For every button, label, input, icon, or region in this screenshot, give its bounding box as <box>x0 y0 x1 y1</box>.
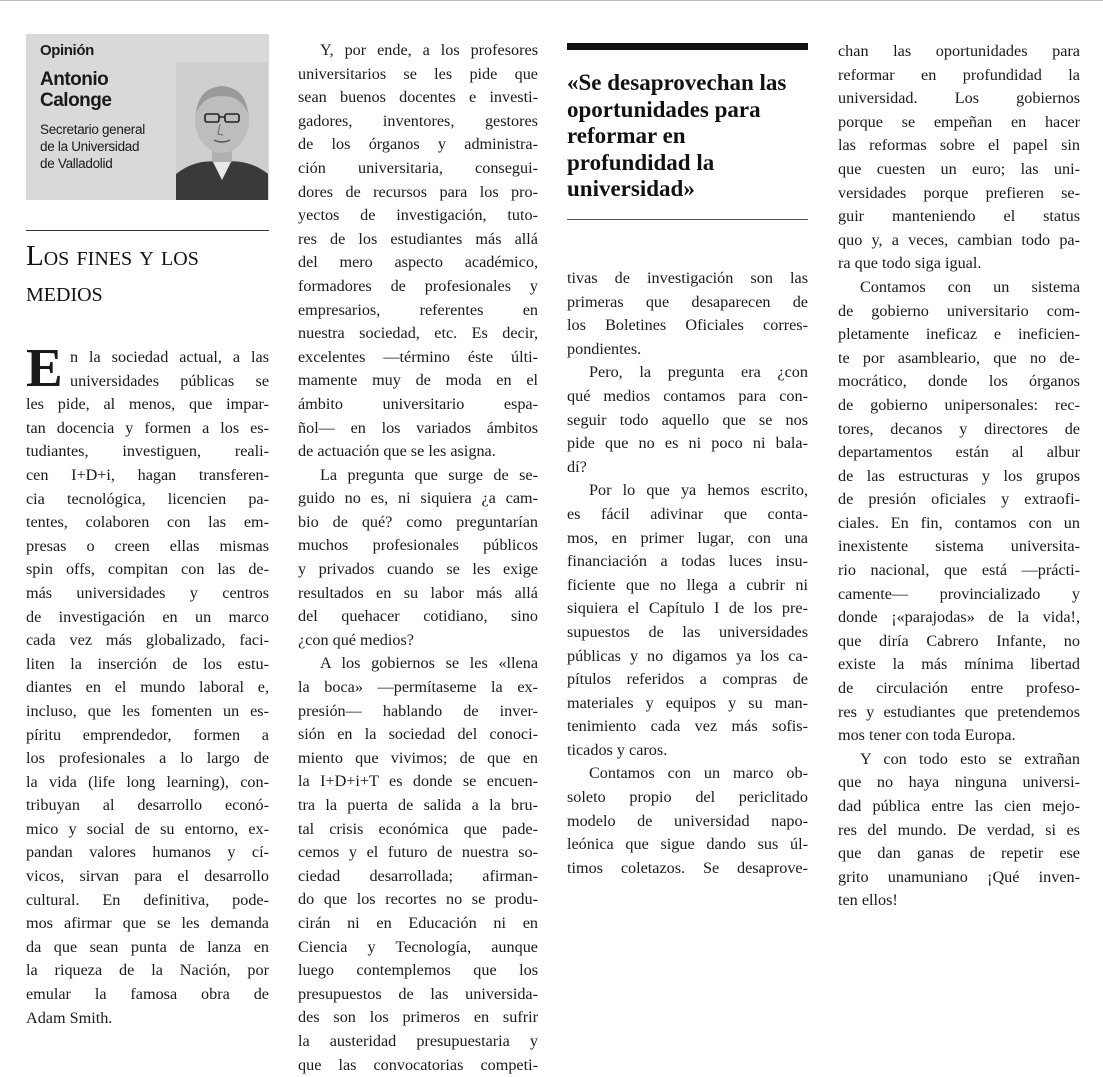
column-2-line: ámbito universitario espa- <box>298 394 538 413</box>
column-4-line: que diría Cabrero Infante, no <box>838 631 1080 650</box>
column-2-line: de actuación que se les asigna. <box>298 442 496 461</box>
column-4-line: universidad. Los gobiernos <box>838 89 1080 108</box>
column-4-line: quo y, a veces, cambian todo pa- <box>838 230 1080 249</box>
column-3-line: tenimiento cada vez más sofis- <box>567 717 808 736</box>
column-1-line: tan docencia y formen a los es- <box>26 418 269 437</box>
column-1-line: da que sean punta de lanza en <box>26 937 269 956</box>
column-4-line: ra que todo siga igual. <box>838 254 982 273</box>
column-1-line: la riqueza de la Nación, por <box>26 961 269 980</box>
column-4-line: rio nacional, que está —prácti- <box>838 561 1080 580</box>
column-2-line: cirán ni en Educación ni en <box>298 913 538 932</box>
column-1-line: cada vez más globalizado, faci- <box>26 631 269 650</box>
column-2-line: gadores, inventores, gestores <box>298 111 538 130</box>
column-3-line: primeras que desaparecen de <box>567 292 808 311</box>
column-2-line: do que los recortes no se produ- <box>298 890 538 909</box>
pullquote-bottom-rule <box>567 219 808 220</box>
column-3-line: ficiente que no llega a cubrir ni <box>567 575 808 594</box>
column-2-line: sean buenos docentes e investi- <box>298 88 538 107</box>
author-byline-box <box>26 34 269 200</box>
column-4-line: Contamos con un sistema <box>860 277 1080 296</box>
column-4-line: que no haya ninguna universi- <box>838 773 1080 792</box>
column-1-line: les pide, al menos, que impar- <box>26 395 269 414</box>
column-3-line: es fácil adivinar que conta- <box>567 504 808 523</box>
column-4-line: donde ¡«parajodas» de la vida!, <box>838 608 1080 627</box>
column-3-line: tivas de investigación son las <box>567 269 808 287</box>
column-3-line: públicas y no digamos ya los ca- <box>567 646 808 665</box>
column-1-line: incluso, que les fomenten un es- <box>26 701 269 720</box>
column-4-line: departamentos están al albur <box>838 443 1080 462</box>
column-2-line: resultados en su labor más allá <box>298 583 538 602</box>
column-3-line: los Boletines Oficiales corres- <box>567 316 808 335</box>
column-1-line: n la sociedad actual, a las <box>70 348 269 366</box>
column-4-line: de presión oficiales y extraofi- <box>838 490 1080 509</box>
column-2-line: formadores de profesionales y <box>298 276 538 295</box>
column-3-line: pondientes. <box>567 339 642 358</box>
column-4-line: Y con todo esto se extrañan <box>860 749 1080 768</box>
pull-quote-line: profundidad la <box>567 149 715 175</box>
column-4-line: de gobierno unipersonales: rec- <box>838 395 1080 414</box>
column-3-line: Por lo que ya hemos escrito, <box>589 481 808 500</box>
column-2-line: cemos y el futuro de nuestra so- <box>298 843 538 862</box>
column-1-line: mos afirmar que se les demanda <box>26 914 269 933</box>
headline-line-2: medios <box>26 276 103 308</box>
body-column-4 <box>838 40 1080 913</box>
column-2-line: res de los estudiantes más allá <box>298 229 538 248</box>
column-1-line: liten la inserción de los estu- <box>26 654 269 673</box>
author-role <box>40 121 145 172</box>
column-2-line: dores de recursos para los pro- <box>298 182 538 201</box>
column-2-line: Ciencia y Tecnología, aunque <box>298 937 538 956</box>
pullquote-top-rule <box>567 43 808 50</box>
pull-quote-line: «Se desaprovechan las <box>567 70 787 95</box>
column-1-line: spin offs, compitan con las de- <box>26 560 269 579</box>
column-2-line: empresarios, referentes en <box>298 300 538 319</box>
column-1-line: la vida (life long learning), con- <box>26 772 269 791</box>
column-3-line: dí? <box>567 457 587 476</box>
column-2-line: La pregunta que surge de se- <box>320 465 538 484</box>
column-2-line: sión en la sociedad del conoci- <box>298 725 538 744</box>
drop-cap: E <box>26 337 63 398</box>
column-2-line: des son los primeros en sufrir <box>298 1008 538 1027</box>
column-1-line: vicos, sirvan para el desarrollo <box>26 867 269 886</box>
column-1-line: cia tecnológica, licencien pa- <box>26 489 269 508</box>
column-2-line: la boca» —permítaseme la ex- <box>298 678 538 697</box>
column-4-line: inexistente sistema universita- <box>838 537 1080 556</box>
column-1-line: de investigación en un marco <box>26 607 269 626</box>
column-1-line: presas o creen ellas mismas <box>26 536 269 555</box>
author-name-line-2: Calonge <box>40 90 112 111</box>
column-2-line: tra la puerta de salida a la bru- <box>298 796 538 814</box>
pull-quote-line: oportunidades para <box>567 96 761 122</box>
author-name-line-1: Antonio <box>40 69 109 90</box>
page-top-edge <box>0 0 1103 1</box>
column-1-line: mico y social de su entorno, ex- <box>26 819 269 838</box>
column-2-line: universitarios se les pide que <box>298 64 538 83</box>
column-2-line: ción universitaria, consegui- <box>298 158 538 177</box>
column-3-line: soleto propio del periclitado <box>567 788 808 807</box>
column-1-line: cen I+D+i, hagan transferen- <box>26 465 269 484</box>
pull-quote <box>567 70 808 203</box>
column-2-line: excelentes —término éste últi- <box>298 347 538 366</box>
column-2-line: que las convocatorias competi- <box>298 1055 538 1074</box>
column-4-line: res del mundo. De verdad, si es <box>838 820 1080 839</box>
column-2-line: del quehacer cotidiano, sino <box>298 607 538 626</box>
column-2-line: nuestra sociedad, etc. Es decir, <box>298 324 538 343</box>
column-1-line: cultural. En definitiva, pode- <box>26 890 269 909</box>
column-4-line: las reformas sobre el papel sin <box>838 136 1080 155</box>
column-3-line: leónica que sigue dando sus úl- <box>567 835 808 854</box>
column-2-line: la austeridad presupuestaria y <box>298 1031 538 1050</box>
pull-quote-line: reformar en <box>567 123 686 148</box>
column-2-line: presupuestos de las universida- <box>298 984 538 1003</box>
section-label: Opinión <box>40 42 94 59</box>
column-3-line: ticados y caros. <box>567 740 668 759</box>
column-2-line: ¿con qué medios? <box>298 630 414 649</box>
column-3-line: pide que no es ni poco ni bala- <box>567 434 808 453</box>
column-3-line: pítulos referidos a compras de <box>567 670 808 689</box>
column-2-line: yectos de investigación, tuto- <box>298 206 538 225</box>
column-4-line: res y estudiantes que pretendemos <box>838 702 1080 721</box>
column-4-line: mocrático, donde los órganos <box>838 372 1080 391</box>
column-1-line: diantes en el mundo laboral e, <box>26 678 269 697</box>
article-headline <box>26 238 269 310</box>
column-3-line: Pero, la pregunta era ¿con <box>589 363 808 382</box>
headline-line-1: Los fines y los <box>26 240 199 272</box>
author-role-line-1: Secretario general <box>40 122 145 137</box>
column-4-line: ten ellos! <box>838 891 898 910</box>
column-4-line: que dan ganas de repetir ese <box>838 844 1080 863</box>
column-3-line: financiación a todas luces insu- <box>567 552 808 571</box>
column-3-line: materiales y equipos y su man- <box>567 693 808 712</box>
column-1-line: Adam Smith. <box>26 1008 113 1027</box>
column-1-line: tentes, colaboren con las em- <box>26 513 269 532</box>
column-3-line: supuestos de las universidades <box>567 622 808 641</box>
author-role-line-2: de la Universidad <box>40 139 140 154</box>
pull-quote-line: universidad» <box>567 176 695 201</box>
column-2-line: Y, por ende, a los profesores <box>320 41 538 59</box>
column-1-line: universidades públicas se <box>70 371 269 390</box>
column-4-line: existe la más mínima libertad <box>838 655 1080 674</box>
column-3-line: seguir todo aquello que se nos <box>567 410 808 429</box>
column-2-line: tal crisis económica que pade- <box>298 819 538 838</box>
column-1-line: tudiantes, investiguen, reali- <box>26 442 269 461</box>
column-2-line: ciedad desarrollada; afirman- <box>298 866 538 885</box>
column-2-line: muchos profesionales públicos <box>298 536 538 555</box>
column-4-line: dad pública entre las cien mejo- <box>838 797 1080 815</box>
column-3-line: mos, en primer lugar, con una <box>567 528 808 547</box>
column-2-line: A los gobiernos se les «llena <box>320 654 538 673</box>
column-4-line: tores, decanos y directores de <box>838 419 1080 438</box>
column-3-line: modelo de universidad napo- <box>567 811 808 830</box>
column-4-line: pletamente ineficaz e ineficien- <box>838 325 1080 344</box>
column-2-line: del mero aspecto académico, <box>298 253 538 272</box>
column-4-line: chan las oportunidades para <box>838 42 1080 60</box>
column-3-line: qué medios contamos para con- <box>567 386 808 405</box>
column-2-line: de los órganos y administra- <box>298 135 538 154</box>
column-2-line: mamente muy de moda en el <box>298 371 538 390</box>
column-1-line: tribuyan al desarrollo econó- <box>26 796 269 815</box>
column-1-line: más universidades y centros <box>26 583 269 602</box>
column-2-line: guido no es, ni siquiera ¿a cam- <box>298 489 538 508</box>
column-2-line: ñol— en los variados ámbitos <box>298 418 538 437</box>
column-2-line: miento que vivimos; de que en <box>298 748 538 767</box>
column-1-line: píritu emprendedor, formen a <box>26 725 269 744</box>
column-4-line: que cuesten un euro; las uni- <box>838 159 1080 178</box>
column-1-line: pandan valores humanos y cí- <box>26 843 269 862</box>
column-4-line: de gobierno universitario com- <box>838 301 1080 320</box>
column-2-line: luego contemplemos que los <box>298 961 538 980</box>
column-4-line: de circulación entre profeso- <box>838 679 1080 698</box>
column-2-line: y privados cuando se les exige <box>298 560 538 579</box>
column-4-line: porque se empeñan en hacer <box>838 112 1080 131</box>
column-4-line: ciales. En fin, contamos con un <box>838 513 1080 532</box>
column-4-line: guir manteniendo el status <box>838 207 1080 226</box>
body-column-2 <box>298 39 538 1077</box>
author-portrait <box>176 62 268 200</box>
column-1-line: emular la famosa obra de <box>26 985 269 1004</box>
column-4-line: mos tener con toda Europa. <box>838 726 1016 745</box>
column-2-line: bio de qué? como preguntarían <box>298 512 538 531</box>
column-2-line: presión— hablando de inver- <box>298 701 538 720</box>
byline-text-block <box>40 42 145 172</box>
body-column-1 <box>26 346 269 1030</box>
body-column-3 <box>567 267 808 880</box>
column-4-line: camente— provincializado y <box>838 584 1080 603</box>
column-2-line: la I+D+i+T es donde se encuen- <box>298 772 538 791</box>
column-3-line: Contamos con un marco ob- <box>589 764 808 783</box>
column-4-line: de las estructuras y los grupos <box>838 466 1080 485</box>
author-role-line-3: de Valladolid <box>40 156 113 171</box>
column-4-line: grito unamuniano ¡Qué inven- <box>838 867 1080 886</box>
column-4-line: reformar en profundidad la <box>838 65 1080 84</box>
column-4-line: te por asambleario, que no de- <box>838 348 1080 367</box>
column-1-line: los profesionales a lo largo de <box>26 749 269 768</box>
column-3-line: siquiera el Capítulo I de los pre- <box>567 599 808 618</box>
author-name <box>40 69 145 111</box>
headline-top-rule <box>26 230 269 231</box>
column-4-line: versidades porque prefieren se- <box>838 183 1080 202</box>
column-3-line: timos coletazos. Se desaprove- <box>567 858 808 877</box>
